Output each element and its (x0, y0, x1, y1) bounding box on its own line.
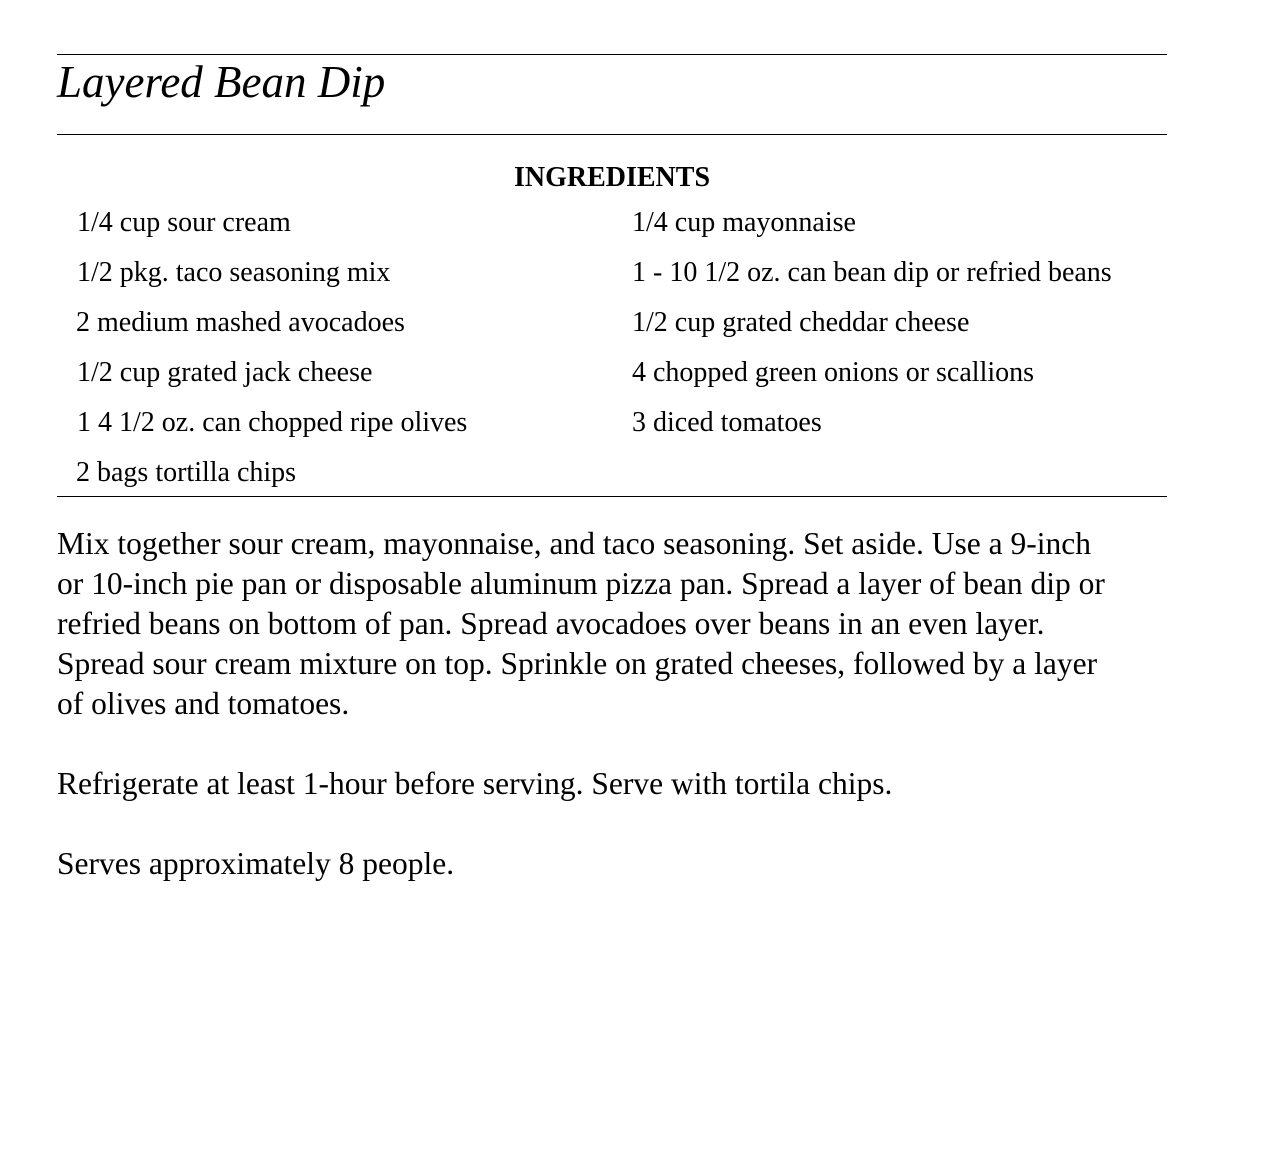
ingredient-item: 2 bags tortilla chips (76, 457, 297, 488)
ingredient-item: 1/2 cup grated cheddar cheese (632, 307, 970, 338)
ingredient-item: 1/2 cup grated jack cheese (77, 357, 373, 388)
ingredient-item: 2 medium mashed avocadoes (76, 307, 405, 338)
title-bottom-rule (57, 134, 1167, 135)
directions-line: Mix together sour cream, mayonnaise, and taco seasoning. Set aside. Use a 9-inch (57, 526, 1091, 561)
directions-line: Spread sour cream mixture on top. Sprinkle on grated cheeses, followed by a layer (57, 646, 1098, 681)
ingredient-item: 1 - 10 1/2 oz. can bean dip or refried beans (632, 257, 1112, 288)
recipe-page (57, 0, 1167, 924)
recipe-title: Layered Bean Dip (57, 57, 386, 107)
ingredients-list (57, 198, 1167, 496)
directions-line: refried beans on bottom of pan. Spread avocadoes over beans in an even layer. (57, 606, 1045, 641)
ingredient-item: 1 4 1/2 oz. can chopped ripe olives (77, 407, 468, 438)
ingredients-left-column (77, 198, 467, 498)
ingredients-heading: INGREDIENTS (513, 162, 711, 193)
directions-line: or 10-inch pie pan or disposable aluminum pizza pan. Spread a layer of bean dip or (57, 566, 1105, 601)
directions-line: of olives and tomatoes. (57, 686, 350, 721)
ingredient-item: 4 chopped green onions or scallions (632, 357, 1035, 388)
ingredient-item: 3 diced tomatoes (632, 407, 822, 438)
directions (57, 524, 1167, 884)
refrigerate-note: Refrigerate at least 1-hour before serving. Serve with tortila chips. (57, 766, 893, 801)
ingredients-right-column (632, 198, 1112, 448)
directions-paragraph (57, 524, 1167, 724)
ingredient-item: 1/4 cup mayonnaise (632, 207, 856, 238)
title-top-rule (57, 54, 1167, 55)
ingredient-item: 1/2 pkg. taco seasoning mix (77, 257, 391, 288)
ingredient-item: 1/4 cup sour cream (77, 207, 291, 238)
serving-size: Serves approximately 8 people. (57, 846, 455, 881)
